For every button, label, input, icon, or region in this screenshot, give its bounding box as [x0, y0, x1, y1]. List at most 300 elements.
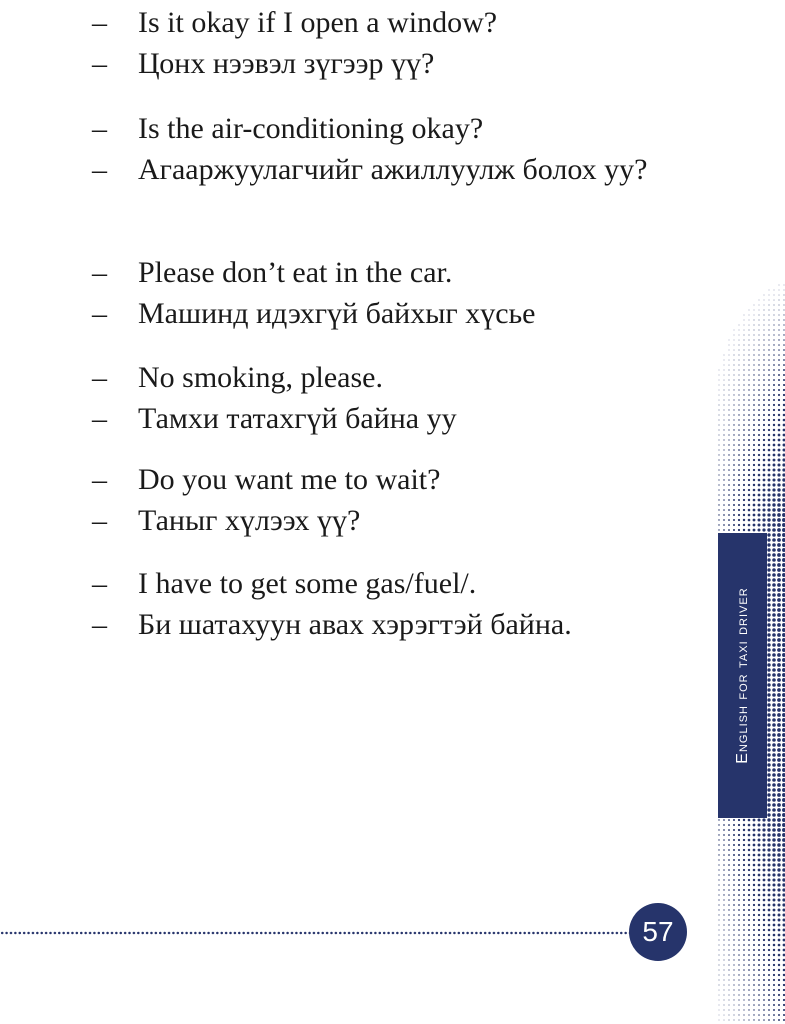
halftone-dot	[728, 999, 729, 1000]
halftone-dot	[778, 349, 780, 351]
halftone-dot	[748, 494, 750, 496]
halftone-dot	[772, 598, 776, 602]
halftone-dot	[773, 339, 774, 340]
halftone-dot	[772, 763, 776, 767]
halftone-dot	[753, 389, 755, 391]
halftone-dot	[767, 813, 770, 816]
halftone-dot	[733, 484, 735, 486]
halftone-dot	[738, 459, 740, 461]
halftone-dot	[743, 874, 745, 876]
halftone-dot	[733, 489, 735, 491]
halftone-dot	[777, 803, 781, 807]
halftone-dot	[773, 999, 775, 1001]
halftone-dot	[778, 444, 781, 447]
halftone-dot	[728, 974, 729, 975]
halftone-dot	[773, 434, 776, 437]
halftone-dot	[767, 728, 770, 731]
halftone-dot	[762, 843, 765, 846]
halftone-dot	[753, 924, 755, 926]
halftone-dot	[733, 854, 735, 856]
halftone-dot	[728, 854, 730, 856]
halftone-dot	[748, 364, 749, 365]
halftone-dot	[743, 414, 745, 416]
halftone-dot	[723, 479, 724, 480]
halftone-dot	[744, 320, 745, 321]
halftone-dot	[774, 300, 775, 301]
halftone-dot	[758, 399, 760, 401]
halftone-dot	[767, 578, 770, 581]
section-tab	[718, 533, 767, 818]
halftone-dot	[748, 979, 750, 981]
halftone-dot	[749, 310, 750, 311]
halftone-dot	[777, 723, 781, 727]
halftone-dot	[738, 469, 740, 471]
halftone-dot	[778, 369, 780, 371]
halftone-dot	[768, 419, 770, 421]
halftone-dot	[723, 874, 724, 875]
halftone-dot	[738, 374, 739, 375]
halftone-dot	[748, 899, 750, 901]
halftone-dot	[753, 529, 756, 532]
halftone-dot	[743, 449, 745, 451]
halftone-dot	[772, 518, 776, 522]
halftone-dot	[763, 499, 766, 502]
halftone-dot	[784, 300, 785, 301]
halftone-dot	[723, 509, 725, 511]
halftone-dot	[724, 400, 725, 401]
halftone-dot	[728, 444, 729, 445]
halftone-dot	[743, 504, 745, 506]
halftone-dot	[718, 884, 719, 885]
halftone-dot	[728, 849, 730, 851]
halftone-dot	[749, 325, 750, 326]
halftone-dot	[767, 563, 770, 566]
halftone-dot	[739, 350, 740, 351]
halftone-dot	[733, 949, 734, 950]
halftone-dot	[723, 844, 725, 846]
halftone-dot	[733, 834, 735, 836]
halftone-dot	[738, 429, 740, 431]
halftone-dot	[733, 939, 734, 940]
halftone-dot	[767, 688, 770, 691]
halftone-dot	[773, 389, 775, 391]
halftone-dot	[768, 939, 770, 941]
halftone-dot	[768, 399, 770, 401]
halftone-dot	[763, 404, 765, 406]
halftone-dot	[743, 409, 745, 411]
halftone-dot	[762, 823, 765, 826]
halftone-dot	[723, 849, 725, 851]
halftone-dot	[743, 999, 744, 1000]
halftone-dot	[772, 813, 776, 817]
halftone-dot	[743, 394, 744, 395]
halftone-dot	[753, 824, 756, 827]
halftone-dot	[758, 389, 760, 391]
halftone-dot	[773, 934, 776, 937]
halftone-dot	[777, 733, 781, 737]
halftone-dot	[723, 934, 724, 935]
halftone-dot	[758, 354, 759, 355]
halftone-dot	[773, 989, 775, 991]
halftone-dot	[738, 974, 739, 975]
halftone-dot	[728, 879, 730, 881]
halftone-dot	[763, 439, 765, 441]
halftone-dot	[743, 469, 745, 471]
phrase-text: Do you want me to wait?	[138, 463, 441, 496]
halftone-dot	[733, 494, 735, 496]
halftone-dot	[723, 854, 725, 856]
halftone-dot	[777, 888, 780, 891]
halftone-dot	[719, 370, 720, 371]
halftone-dot	[753, 1019, 754, 1020]
halftone-dot	[763, 384, 765, 386]
halftone-dot	[763, 449, 765, 451]
halftone-dot	[719, 980, 720, 981]
halftone-dot	[768, 909, 771, 912]
phrase-english	[92, 252, 536, 293]
halftone-dot	[777, 593, 781, 597]
halftone-dot	[772, 668, 776, 672]
halftone-dot	[729, 355, 730, 356]
halftone-dot	[777, 633, 781, 637]
halftone-dot	[768, 469, 771, 472]
halftone-dot	[772, 698, 776, 702]
halftone-dot	[728, 954, 729, 955]
halftone-dot	[719, 985, 720, 986]
halftone-dot	[778, 929, 781, 932]
halftone-dot	[718, 829, 719, 830]
halftone-dot	[729, 1005, 730, 1006]
halftone-dot	[777, 883, 780, 886]
halftone-dot	[768, 454, 771, 457]
halftone-dot	[733, 454, 735, 456]
halftone-dot	[738, 879, 740, 881]
halftone-dot	[743, 434, 745, 436]
halftone-dot	[718, 859, 719, 860]
halftone-dot	[773, 1019, 775, 1021]
halftone-dot	[772, 773, 776, 777]
halftone-dot	[762, 523, 765, 526]
phrase-pair	[92, 357, 457, 439]
halftone-dot	[777, 743, 781, 747]
halftone-dot	[767, 693, 770, 696]
halftone-dot	[753, 994, 755, 996]
halftone-dot	[767, 808, 770, 811]
halftone-dot	[773, 979, 775, 981]
halftone-dot	[778, 334, 779, 335]
halftone-dot	[763, 1019, 765, 1021]
halftone-dot	[744, 315, 745, 316]
halftone-dot	[723, 959, 724, 960]
halftone-dot	[778, 364, 780, 366]
halftone-dot	[774, 305, 775, 306]
phrase-text: Машинд идэхгүй байхыг хүсье	[138, 297, 536, 330]
halftone-dot	[777, 568, 781, 572]
halftone-dot	[723, 494, 725, 496]
halftone-dot	[763, 954, 765, 956]
halftone-dot	[767, 553, 770, 556]
halftone-dot	[754, 325, 755, 326]
halftone-dot	[758, 329, 759, 330]
halftone-dot	[768, 899, 771, 902]
halftone-dot	[773, 329, 774, 330]
halftone-dot	[772, 643, 776, 647]
halftone-dot	[723, 944, 724, 945]
halftone-dot	[724, 370, 725, 371]
halftone-dot	[779, 300, 780, 301]
halftone-dot	[777, 813, 781, 817]
halftone-dot	[778, 314, 779, 315]
halftone-dot	[733, 979, 734, 980]
halftone-dot	[723, 499, 725, 501]
halftone-dot	[773, 449, 776, 452]
halftone-dot	[733, 474, 735, 476]
halftone-dot	[738, 914, 740, 916]
halftone-dot	[724, 365, 725, 366]
halftone-dot	[773, 944, 776, 947]
halftone-dot	[734, 365, 735, 366]
halftone-dot	[753, 849, 756, 852]
halftone-dot	[763, 414, 765, 416]
halftone-dot	[728, 874, 730, 876]
halftone-dot	[733, 914, 735, 916]
halftone-dot	[738, 939, 740, 941]
halftone-dot	[743, 389, 744, 390]
halftone-dot	[758, 824, 761, 827]
halftone-dot	[778, 979, 780, 981]
halftone-dot	[753, 459, 755, 461]
halftone-dot	[723, 829, 725, 831]
halftone-dot	[734, 360, 735, 361]
halftone-dot	[763, 479, 766, 482]
halftone-dot	[753, 444, 755, 446]
halftone-dot	[718, 844, 719, 845]
halftone-dot	[743, 894, 745, 896]
halftone-dot	[763, 484, 766, 487]
halftone-dot	[724, 395, 725, 396]
halftone-dot	[784, 295, 785, 296]
halftone-dot	[728, 844, 730, 846]
halftone-dot	[754, 320, 755, 321]
halftone-dot	[753, 979, 755, 981]
halftone-dot	[728, 894, 730, 896]
phrase-text: Таныг хүлээх үү?	[138, 504, 361, 537]
halftone-dot	[743, 474, 745, 476]
halftone-dot	[743, 484, 745, 486]
halftone-dot	[733, 384, 734, 385]
halftone-dot	[758, 844, 761, 847]
halftone-dot	[758, 349, 759, 350]
halftone-dot	[718, 449, 719, 450]
halftone-dot	[743, 829, 745, 831]
halftone-dot	[748, 384, 749, 385]
halftone-dot	[728, 439, 729, 440]
halftone-dot	[728, 454, 729, 455]
halftone-dot	[777, 858, 780, 861]
halftone-dot	[729, 1020, 730, 1021]
halftone-dot	[772, 513, 776, 517]
halftone-dot	[753, 819, 756, 822]
halftone-dot	[729, 340, 730, 341]
halftone-dot	[719, 420, 720, 421]
halftone-dot	[768, 484, 771, 487]
halftone-dot	[743, 399, 744, 400]
halftone-dot	[772, 553, 776, 557]
halftone-dot	[718, 904, 719, 905]
halftone-dot	[767, 498, 770, 501]
halftone-dot	[773, 424, 775, 426]
halftone-dot	[743, 1014, 744, 1015]
halftone-dot	[773, 374, 775, 376]
halftone-dot	[753, 829, 756, 832]
halftone-dot	[718, 924, 719, 925]
halftone-dot	[733, 399, 734, 400]
halftone-dot	[772, 608, 776, 612]
halftone-dot	[738, 464, 740, 466]
halftone-dot	[743, 489, 745, 491]
halftone-dot	[733, 404, 734, 405]
halftone-dot	[718, 874, 719, 875]
halftone-dot	[743, 424, 745, 426]
halftone-dot	[769, 300, 770, 301]
halftone-dot	[748, 489, 750, 491]
halftone-dot	[743, 509, 745, 511]
halftone-dot	[773, 369, 775, 371]
halftone-dot	[763, 1009, 765, 1011]
halftone-dot	[777, 768, 781, 772]
halftone-dot	[763, 934, 765, 936]
halftone-dot	[743, 819, 745, 821]
halftone-dot	[772, 683, 776, 687]
halftone-dot	[753, 504, 756, 507]
halftone-dot	[728, 409, 729, 410]
halftone-dot	[738, 984, 739, 985]
halftone-dot	[777, 698, 781, 702]
dash-bullet: –	[92, 47, 107, 80]
halftone-dot	[777, 893, 780, 896]
halftone-dot	[728, 394, 729, 395]
halftone-dot	[767, 838, 770, 841]
halftone-dot	[728, 419, 729, 420]
halftone-dot	[728, 969, 729, 970]
halftone-dot	[777, 668, 781, 672]
halftone-dot	[753, 484, 755, 486]
halftone-dot	[738, 509, 740, 511]
halftone-dot	[723, 424, 724, 425]
halftone-dot	[778, 359, 780, 361]
halftone-dot	[753, 984, 755, 986]
halftone-dot	[777, 528, 781, 532]
halftone-dot	[777, 878, 780, 881]
halftone-dot	[733, 524, 735, 526]
halftone-dot	[763, 354, 764, 355]
halftone-dot	[768, 474, 771, 477]
halftone-dot	[728, 424, 729, 425]
halftone-dot	[777, 653, 781, 657]
halftone-dot	[748, 829, 751, 832]
halftone-dot	[719, 970, 720, 971]
halftone-dot	[777, 543, 781, 547]
halftone-dot	[772, 768, 776, 772]
halftone-dot	[773, 899, 776, 902]
halftone-dot	[733, 969, 734, 970]
halftone-dot	[772, 538, 776, 542]
halftone-dot	[723, 519, 725, 521]
halftone-dot	[723, 859, 725, 861]
halftone-dot	[728, 839, 730, 841]
halftone-dot	[754, 315, 755, 316]
halftone-dot	[724, 1015, 725, 1016]
halftone-dot	[759, 315, 760, 316]
halftone-dot	[763, 454, 765, 456]
halftone-dot	[753, 394, 755, 396]
halftone-dot	[777, 848, 781, 852]
halftone-dot	[753, 834, 756, 837]
halftone-dot	[758, 859, 761, 862]
halftone-dot	[758, 924, 760, 926]
halftone-dot	[753, 859, 756, 862]
halftone-dot	[738, 1014, 739, 1015]
halftone-dot	[767, 558, 770, 561]
halftone-dot	[767, 823, 770, 826]
halftone-dot	[764, 300, 765, 301]
halftone-dot	[777, 798, 781, 802]
halftone-dot	[763, 904, 766, 907]
halftone-dot	[772, 733, 776, 737]
halftone-dot	[748, 1009, 749, 1010]
halftone-dot	[724, 1005, 725, 1006]
halftone-dot	[783, 304, 784, 305]
halftone-dot	[767, 623, 770, 626]
halftone-dot	[733, 859, 735, 861]
halftone-dot	[773, 919, 776, 922]
halftone-dot	[728, 469, 730, 471]
halftone-dot	[779, 305, 780, 306]
halftone-dot	[738, 419, 739, 420]
halftone-dot	[772, 788, 776, 792]
halftone-dot	[723, 929, 724, 930]
halftone-dot	[758, 464, 760, 466]
halftone-dot	[772, 588, 776, 592]
halftone-dot	[728, 464, 730, 466]
halftone-dot	[723, 954, 724, 955]
halftone-dot	[773, 344, 774, 345]
halftone-dot	[743, 479, 745, 481]
halftone-dot	[749, 335, 750, 336]
halftone-dot	[753, 404, 755, 406]
halftone-dot	[768, 1009, 770, 1011]
halftone-dot	[772, 473, 775, 476]
halftone-dot	[772, 748, 776, 752]
halftone-dot	[777, 758, 781, 762]
halftone-dot	[773, 404, 775, 406]
halftone-dot	[764, 310, 765, 311]
halftone-dot	[733, 519, 735, 521]
halftone-dot	[778, 919, 781, 922]
halftone-dot	[758, 999, 760, 1001]
halftone-dot	[723, 889, 724, 890]
halftone-dot	[728, 519, 730, 521]
dash-bullet: –	[92, 153, 107, 186]
halftone-dot	[773, 314, 774, 315]
halftone-dot	[718, 839, 719, 840]
halftone-dot	[758, 499, 761, 502]
halftone-dot	[778, 344, 780, 346]
halftone-dot	[762, 528, 765, 531]
halftone-dot	[758, 864, 761, 867]
halftone-dot	[777, 638, 781, 642]
halftone-dot	[768, 884, 771, 887]
